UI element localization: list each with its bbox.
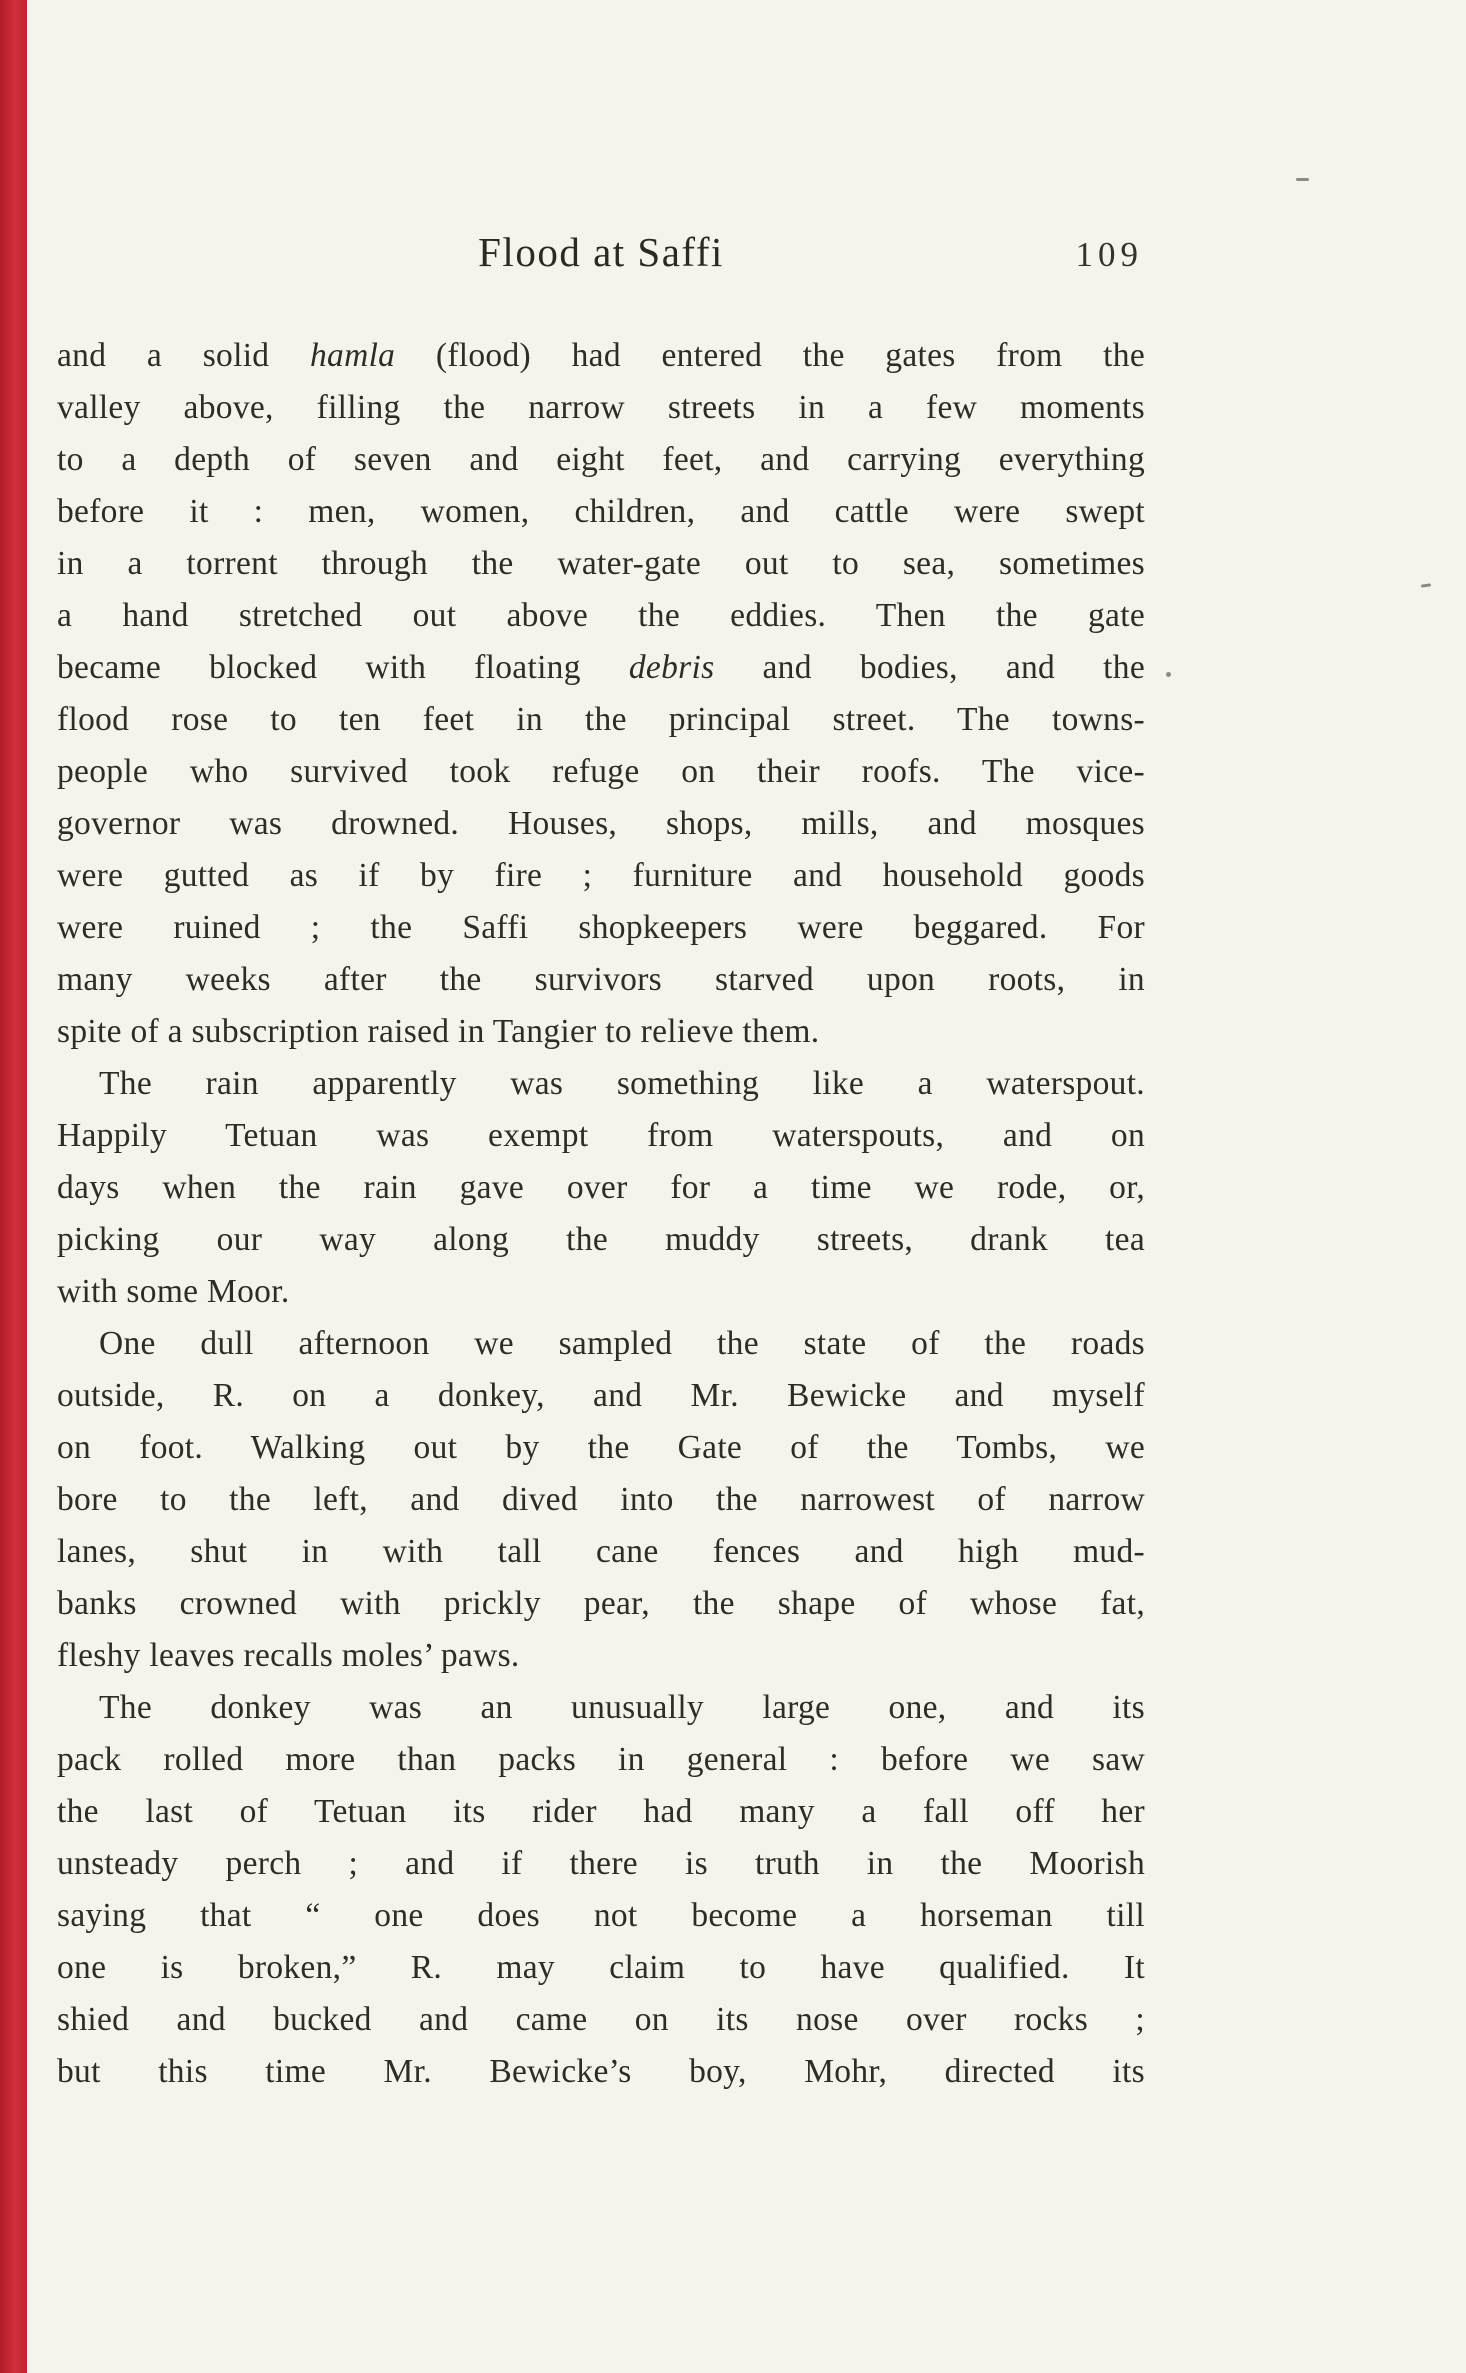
- text-line: to a depth of seven and eight feet, and carrying everything: [57, 441, 1145, 478]
- page-number: 109: [1075, 235, 1143, 274]
- text-line: in a torrent through the water-gate out to sea, sometimes: [57, 545, 1145, 582]
- text-line: Happily Tetuan was exempt from waterspouts, and on: [57, 1117, 1145, 1154]
- page-header: [57, 228, 1145, 286]
- text-line: with some Moor.: [57, 1273, 290, 1310]
- text-line: The donkey was an unusually large one, and its: [99, 1689, 1145, 1726]
- text-line: days when the rain gave over for a time we rode, or,: [57, 1169, 1145, 1206]
- text-line: unsteady perch ; and if there is truth in the Moorish: [57, 1845, 1145, 1882]
- text-line: fleshy leaves recalls moles’ paws.: [57, 1637, 520, 1674]
- text-line: governor was drowned. Houses, shops, mills, and mosques: [57, 805, 1145, 842]
- scan-artifact-dot: [1166, 672, 1171, 677]
- text-line: people who survived took refuge on their roofs. The vice-: [57, 753, 1145, 790]
- text-line: lanes, shut in with tall cane fences and high mud-: [57, 1533, 1145, 1570]
- text-line: but this time Mr. Bewicke’s boy, Mohr, directed its: [57, 2053, 1145, 2090]
- scan-artifact-dash-mid: [1421, 583, 1431, 587]
- text-line: picking our way along the muddy streets, drank tea: [57, 1221, 1145, 1258]
- text-line: One dull afternoon we sampled the state of the roads: [99, 1325, 1145, 1362]
- text-line: valley above, filling the narrow streets in a few moments: [57, 389, 1145, 426]
- text-line: many weeks after the survivors starved upon roots, in: [57, 961, 1145, 998]
- text-line: were ruined ; the Saffi shopkeepers were beggared. For: [57, 909, 1145, 946]
- page-body: [57, 330, 1145, 2098]
- text-line: bore to the left, and dived into the narrowest of narrow: [57, 1481, 1145, 1518]
- text-block: [57, 228, 1145, 2098]
- text-line: the last of Tetuan its rider had many a fall off her: [57, 1793, 1145, 1830]
- text-line: on foot. Walking out by the Gate of the Tombs, we: [57, 1429, 1145, 1466]
- text-line: banks crowned with prickly pear, the shape of whose fat,: [57, 1585, 1145, 1622]
- text-line: a hand stretched out above the eddies. Then the gate: [57, 597, 1145, 634]
- text-line: saying that “ one does not become a horseman till: [57, 1897, 1145, 1934]
- text-line: flood rose to ten feet in the principal street. The towns-: [57, 701, 1145, 738]
- text-line: were gutted as if by fire ; furniture and household goods: [57, 857, 1145, 894]
- text-line: outside, R. on a donkey, and Mr. Bewicke and myself: [57, 1377, 1145, 1414]
- text-line: became blocked with floating debris and bodies, and the: [57, 649, 1145, 686]
- running-head-title: Flood at Saffi: [478, 229, 724, 275]
- text-line: spite of a subscription raised in Tangier to relieve them.: [57, 1013, 820, 1050]
- text-line: one is broken,” R. may claim to have qualified. It: [57, 1949, 1145, 1986]
- text-line: The rain apparently was something like a waterspout.: [99, 1065, 1145, 1102]
- text-line: before it : men, women, children, and cattle were swept: [57, 493, 1145, 530]
- scan-artifact-dash-top: [1296, 178, 1309, 181]
- text-line: pack rolled more than packs in general : before we saw: [57, 1741, 1145, 1778]
- text-line: and a solid hamla (flood) had entered the gates from the: [57, 337, 1145, 374]
- text-line: shied and bucked and came on its nose over rocks ;: [57, 2001, 1145, 2038]
- book-cover-edge: [0, 0, 27, 2373]
